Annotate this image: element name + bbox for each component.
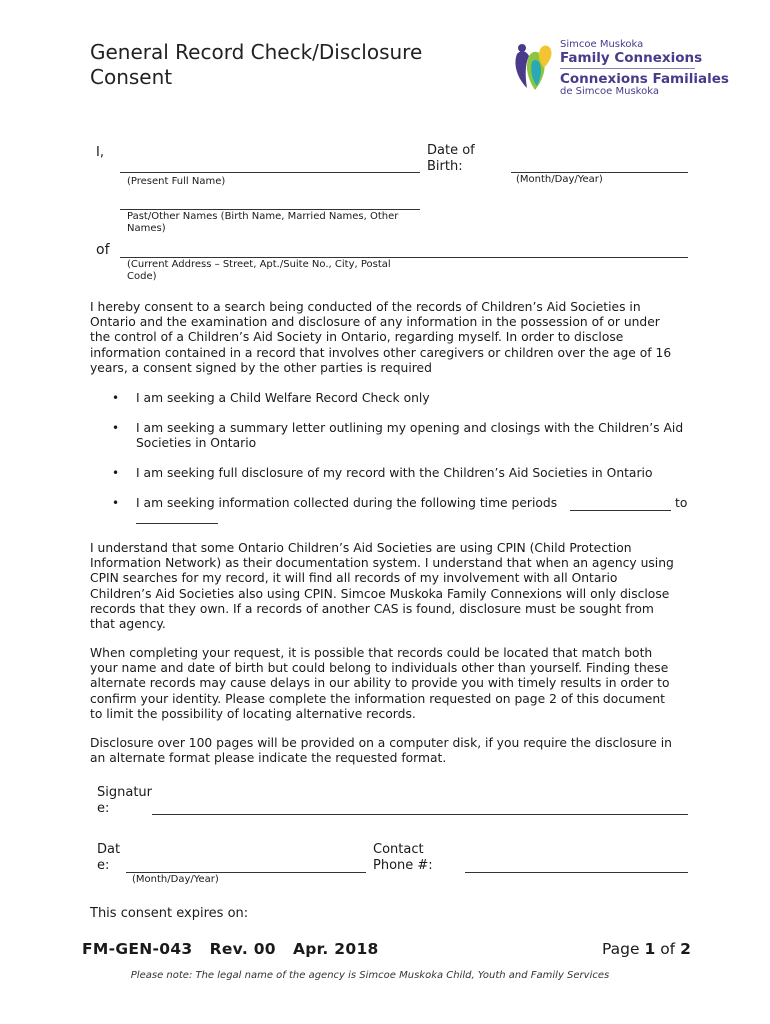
option-text: I am seeking information collected during the following time periods xyxy=(136,496,558,510)
form-number: FM-GEN-043 xyxy=(82,940,193,958)
phone-label xyxy=(373,842,433,874)
logo-text-4: de Simcoe Muskoka xyxy=(560,86,659,97)
consent-line: the control of a Children’s Aid Society in Ontario, regarding myself. In order to disclose xyxy=(90,330,624,345)
title-line-1: General Record Check/Disclosure xyxy=(90,40,423,64)
signature-field[interactable] xyxy=(152,814,688,815)
cpin-line: Information Network) as their documentation system. I understand that when an agency using xyxy=(90,556,674,571)
cpin-paragraph xyxy=(90,541,690,632)
signature-date-field[interactable] xyxy=(126,872,366,873)
option-text: I am seeking full disclosure of my record with the Children’s Aid Societies in Ontario xyxy=(136,466,653,480)
title-line-2: Consent xyxy=(90,65,173,89)
request-line: confirm your identity. Please complete the information requested on page 2 of this document xyxy=(90,691,665,706)
consent-line: years, a consent signed by the other parties is required xyxy=(90,360,432,375)
consent-paragraph xyxy=(90,300,690,376)
date-caption: (Month/Day/Year) xyxy=(132,874,219,885)
signature-label-line-1: Signatur xyxy=(97,785,153,800)
page-total: 2 xyxy=(680,940,691,958)
phone-label-line-2: Phone #: xyxy=(373,858,433,873)
past-names-caption-line-2: Names) xyxy=(127,223,166,234)
past-names-caption-line-1: Past/Other Names (Birth Name, Married Names, Other xyxy=(127,211,399,222)
disclosure-line: an alternate format please indicate the requested format. xyxy=(90,751,447,766)
cpin-line: that agency. xyxy=(90,617,166,632)
disclosure-paragraph xyxy=(90,736,690,766)
legal-name-note: Please note: The legal name of the agency is Simcoe Muskoka Child, Youth and Family Services xyxy=(130,970,610,981)
option-full-disclosure[interactable] xyxy=(136,466,696,481)
contact-phone-field[interactable] xyxy=(465,872,688,873)
signature-label xyxy=(97,785,152,817)
option-text: I am seeking a Child Welfare Record Check only xyxy=(136,391,430,405)
logo-text-3: Connexions Familiales xyxy=(560,71,729,87)
page-current: 1 xyxy=(644,940,656,958)
page-prefix: Page xyxy=(602,940,640,958)
dob-label-line-2: Birth: xyxy=(427,159,463,174)
cpin-line: records that they own. If a records of another CAS is found, disclosure must be sought from xyxy=(90,601,654,616)
logo-text-2: Family Connexions xyxy=(560,50,703,66)
full-name-caption: (Present Full Name) xyxy=(127,176,226,187)
page-of: of xyxy=(660,940,676,958)
family-hearts-icon xyxy=(513,40,555,94)
of-label: of xyxy=(96,242,110,258)
logo-text-1: Simcoe Muskoka xyxy=(560,39,644,50)
consent-line: Ontario and the examination and disclosure of any information in the possession of or under xyxy=(90,315,660,330)
bullet-icon: • xyxy=(112,466,120,480)
to-label: to xyxy=(675,496,688,510)
cpin-line: CPIN searches for my record, it will find all records of my involvement with all Ontario xyxy=(90,571,618,586)
past-names-caption xyxy=(127,211,417,235)
request-line: your name and date of birth but could belong to individuals other than yourself. Finding these xyxy=(90,661,669,676)
request-line: alternate records may cause delays in our ability to provide you with timely results in order to xyxy=(90,676,670,691)
date-label xyxy=(97,842,120,874)
date-label-line-2: e: xyxy=(97,858,110,873)
form-date: Apr. 2018 xyxy=(292,940,379,958)
address-caption xyxy=(127,259,417,283)
phone-label-line-1: Contact xyxy=(373,842,424,857)
disclosure-line: Disclosure over 100 pages will be provided on a computer disk, if you require the disclosure in xyxy=(90,736,672,750)
address-caption-line-1: (Current Address – Street, Apt./Suite No., City, Postal xyxy=(127,259,391,270)
option-text: I am seeking a summary letter outlining my opening and closings with the Children’s Aid xyxy=(136,421,684,435)
consent-line: I hereby consent to a search being conducted of the records of Children’s Aid Societies in xyxy=(90,300,641,314)
current-address-field[interactable] xyxy=(120,257,688,258)
period-end-field[interactable] xyxy=(136,523,218,524)
bullet-icon: • xyxy=(112,421,120,435)
request-line: to limit the possibility of locating alternative records. xyxy=(90,706,416,721)
dob-caption: (Month/Day/Year) xyxy=(516,174,603,185)
option-time-periods[interactable] xyxy=(136,496,576,511)
address-caption-line-2: Code) xyxy=(127,271,157,282)
bullet-icon: • xyxy=(112,496,120,510)
form-revision: Rev. 00 xyxy=(209,940,276,958)
cpin-line: Children’s Aid Societies also using CPIN. Simcoe Muskoka Family Connexions will only disclose xyxy=(90,586,670,601)
agency-logo xyxy=(513,38,729,98)
dob-label-line-1: Date of xyxy=(427,143,475,158)
past-names-field[interactable] xyxy=(120,209,420,210)
full-name-field[interactable] xyxy=(120,172,420,173)
bullet-icon: • xyxy=(112,391,120,405)
option-text: Societies in Ontario xyxy=(136,436,257,451)
option-summary-letter[interactable] xyxy=(136,421,696,451)
period-start-field[interactable] xyxy=(570,510,671,511)
date-label-line-1: Dat xyxy=(97,842,121,857)
i-label: I, xyxy=(96,145,104,160)
option-record-check[interactable] xyxy=(136,391,696,406)
logo-divider xyxy=(560,68,695,69)
signature-label-line-2: e: xyxy=(97,801,110,816)
date-of-birth-field[interactable] xyxy=(511,172,688,173)
consent-line: information contained in a record that involves other caregivers or children over the age of 16 xyxy=(90,345,672,360)
request-line: When completing your request, it is possible that records could be located that match both xyxy=(90,646,653,660)
cpin-line: I understand that some Ontario Children’s Aid Societies are using CPIN (Child Protection xyxy=(90,541,632,555)
request-paragraph xyxy=(90,646,690,722)
page-number xyxy=(602,940,691,958)
page-title xyxy=(90,40,422,90)
form-code xyxy=(82,940,379,958)
expires-label: This consent expires on: xyxy=(90,906,249,921)
dob-label xyxy=(427,143,475,175)
